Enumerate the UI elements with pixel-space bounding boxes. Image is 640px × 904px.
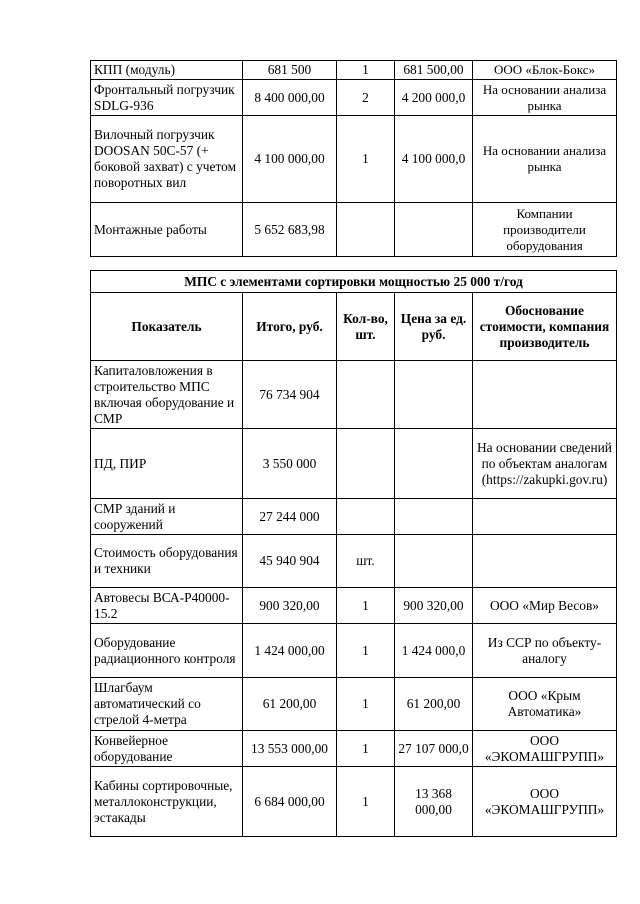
cell-qty: 1 — [337, 678, 395, 731]
cell-name: Оборудование радиационного контроля — [91, 624, 243, 678]
cell-total: 13 553 000,00 — [243, 731, 337, 767]
cell-name: Автовесы ВСА-Р40000-15.2 — [91, 588, 243, 624]
cell-qty: 1 — [337, 624, 395, 678]
cell-price: 13 368 000,00 — [395, 767, 473, 837]
cell-name: Капиталовложения в строительство МПС включая оборудование и СМР — [91, 361, 243, 429]
cell-name: Монтажные работы — [91, 203, 243, 257]
table-title: МПС с элементами сортировки мощностью 25 000 т/год — [91, 271, 617, 293]
table-row — [91, 203, 617, 257]
cell-basis: Из ССР по объекту-аналогу — [473, 624, 617, 678]
cell-qty: 2 — [337, 80, 395, 116]
table-row — [91, 499, 617, 535]
cell-price — [395, 535, 473, 588]
cell-name: КПП (модуль) — [91, 61, 243, 80]
cell-price: 61 200,00 — [395, 678, 473, 731]
table-row — [91, 767, 617, 837]
cell-total: 4 100 000,00 — [243, 116, 337, 203]
cell-basis: ООО «Крым Автоматика» — [473, 678, 617, 731]
cell-qty: 1 — [337, 61, 395, 80]
table-header-row — [91, 293, 617, 361]
table-row — [91, 678, 617, 731]
header-name: Показатель — [91, 293, 243, 361]
cell-price: 1 424 000,0 — [395, 624, 473, 678]
table-row — [91, 535, 617, 588]
cell-qty — [337, 203, 395, 257]
cell-total: 76 734 904 — [243, 361, 337, 429]
table-row — [91, 429, 617, 499]
mps-cost-table — [90, 270, 617, 837]
table-row — [91, 731, 617, 767]
cell-basis: На основании сведений по объектам аналогам (https://zakupki.gov.ru) — [473, 429, 617, 499]
header-basis: Обоснование стоимости, компания производитель — [473, 293, 617, 361]
cell-qty: 1 — [337, 588, 395, 624]
cell-total: 45 940 904 — [243, 535, 337, 588]
cell-total: 5 652 683,98 — [243, 203, 337, 257]
cell-qty — [337, 499, 395, 535]
table-title-row — [91, 271, 617, 293]
cell-name: СМР зданий и сооружений — [91, 499, 243, 535]
cell-name: Шлагбаум автоматический со стрелой 4-метра — [91, 678, 243, 731]
cell-price — [395, 203, 473, 257]
cell-total: 3 550 000 — [243, 429, 337, 499]
cell-basis: На основании анализа рынка — [473, 80, 617, 116]
cell-qty — [337, 429, 395, 499]
cell-qty: шт. — [337, 535, 395, 588]
cell-basis: ООО «ЭКОМАШГРУПП» — [473, 767, 617, 837]
cell-total: 681 500 — [243, 61, 337, 80]
cell-total: 6 684 000,00 — [243, 767, 337, 837]
cell-basis — [473, 499, 617, 535]
cell-qty: 1 — [337, 116, 395, 203]
cell-total: 8 400 000,00 — [243, 80, 337, 116]
cell-basis: ООО «ЭКОМАШГРУПП» — [473, 731, 617, 767]
cell-qty: 1 — [337, 731, 395, 767]
table-row — [91, 80, 617, 116]
header-qty: Кол-во, шт. — [337, 293, 395, 361]
cell-name: Фронтальный погрузчик SDLG-936 — [91, 80, 243, 116]
cell-total: 27 244 000 — [243, 499, 337, 535]
cell-price — [395, 361, 473, 429]
table-row — [91, 588, 617, 624]
table-row — [91, 61, 617, 80]
cell-price: 4 100 000,0 — [395, 116, 473, 203]
cell-basis: Компании производители оборудования — [473, 203, 617, 257]
cell-price — [395, 429, 473, 499]
header-total: Итого, руб. — [243, 293, 337, 361]
cell-total: 1 424 000,00 — [243, 624, 337, 678]
cell-basis: ООО «Блок-Бокс» — [473, 61, 617, 80]
cell-basis: На основании анализа рынка — [473, 116, 617, 203]
cell-price — [395, 499, 473, 535]
cell-price: 4 200 000,0 — [395, 80, 473, 116]
cell-basis — [473, 361, 617, 429]
cell-name: ПД, ПИР — [91, 429, 243, 499]
table-row — [91, 624, 617, 678]
table-row — [91, 361, 617, 429]
cell-price: 27 107 000,0 — [395, 731, 473, 767]
cell-name: Вилочный погрузчик DOOSAN 50С-57 (+ боковой захват) с учетом поворотных вил — [91, 116, 243, 203]
cell-basis — [473, 535, 617, 588]
cell-name: Стоимость оборудования и техники — [91, 535, 243, 588]
cell-price: 681 500,00 — [395, 61, 473, 80]
cell-total: 61 200,00 — [243, 678, 337, 731]
cell-basis: ООО «Мир Весов» — [473, 588, 617, 624]
cell-name: Конвейерное оборудование — [91, 731, 243, 767]
table-row — [91, 116, 617, 203]
cell-price: 900 320,00 — [395, 588, 473, 624]
cell-qty: 1 — [337, 767, 395, 837]
cell-total: 900 320,00 — [243, 588, 337, 624]
header-price: Цена за ед. руб. — [395, 293, 473, 361]
equipment-table-continued — [90, 60, 617, 257]
cell-qty — [337, 361, 395, 429]
cell-name: Кабины сортировочные, металлоконструкции, эстакады — [91, 767, 243, 837]
